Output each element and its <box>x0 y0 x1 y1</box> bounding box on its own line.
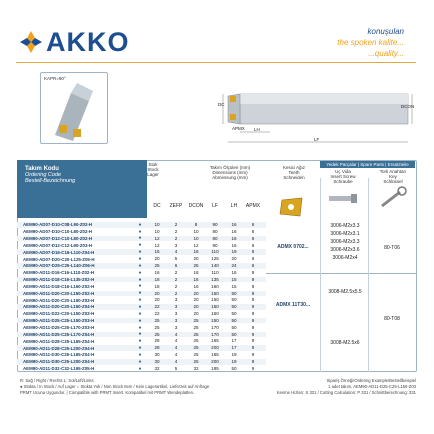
footer-right-2: 1 adet takım, AEM90-AD11-D25-C25-L150-Z03 <box>328 384 416 389</box>
cell-lh: 19 <box>231 352 237 358</box>
footer-left-3: PRMT Ucuna Uygundur. | Compatible with PRMT Insert. Kompatibel mit PRMT Wendeplatten. <box>20 390 195 395</box>
cell-lf: 170 <box>211 324 219 330</box>
ordering-code: AEM90-AD07-D20-C20-L125-Z05-H <box>23 256 95 262</box>
cell-dc: 30 <box>154 359 160 364</box>
end-mill-photo-icon <box>41 73 107 143</box>
screws-group-1 <box>322 222 368 262</box>
footer-right <box>277 378 416 396</box>
cell-lf: 125 <box>211 256 219 262</box>
key-1: 80-T06 <box>384 245 400 251</box>
cell-lh: 50 <box>231 297 237 303</box>
footer-right-3: Kesme Hızları: S 331 / Cutting Calculation: P 331 / Schnittberechnung: 331 <box>276 390 416 395</box>
cell-z: 3 <box>174 297 178 303</box>
cell-ap: 9 <box>251 269 255 275</box>
cell-dcon: 20 <box>193 297 199 303</box>
cell-lh: 19 <box>231 249 237 255</box>
cell-ap: 9 <box>251 311 255 317</box>
ordering-code: AEM90-AD11-D30-C25-L200-Z04-H <box>23 359 95 365</box>
cell-lf: 150 <box>211 304 219 310</box>
ordering-code: AEM90-AD11-D30-C25-L165-Z04-H <box>23 352 95 358</box>
col-divider <box>368 178 369 372</box>
cell-dcon: 16 <box>193 276 199 282</box>
cell-lh: 15 <box>231 283 237 289</box>
cell-z: 2 <box>174 283 178 289</box>
cell-dcon: 20 <box>193 256 199 262</box>
cell-lh: 20 <box>231 256 237 262</box>
ordering-code: AEM90-AD07-D12-C12-L90-Z03-H <box>23 242 93 248</box>
in-stock-icon: ● <box>138 345 142 352</box>
cell-z: 3 <box>174 317 178 323</box>
column-header-zefp: ZEFP <box>169 203 183 209</box>
cell-lf: 150 <box>211 311 219 317</box>
cell-ap: 6 <box>251 263 255 269</box>
cell-ap: 6 <box>251 235 255 241</box>
ordering-code: AEM90-AD11-D20-C20-L150-Z04-H <box>23 304 95 310</box>
title-de: Bestell-Bezeichnung <box>25 178 76 184</box>
table-title <box>17 160 147 218</box>
cell-dc: 32 <box>154 365 160 371</box>
cell-lf: 200 <box>211 345 219 351</box>
cell-lf: 110 <box>211 269 219 275</box>
stock-header: Stok Stock Lager <box>147 162 159 177</box>
screw-code: 3006-M2x3.1 <box>330 231 360 237</box>
cell-dcon: 20 <box>193 290 199 296</box>
ordering-code: AEM90-AD11-D28-C25-L200-Z04-H <box>23 345 95 351</box>
cell-z: 2 <box>174 269 178 275</box>
cell-lf: 80 <box>212 228 218 234</box>
cell-ap: 9 <box>251 331 255 337</box>
cell-dcon: 32 <box>193 365 199 371</box>
ordering-code: AEM90-AD07-D12-C10-L80-Z02-H <box>23 235 93 241</box>
column-header-dc: DC <box>153 203 161 209</box>
cell-lf: 170 <box>211 331 219 337</box>
ordering-code: AEM90-AD11-D25-C25-L170-Z04-H <box>23 331 95 337</box>
cell-lh: 50 <box>231 324 237 330</box>
cell-z: 3 <box>174 324 178 330</box>
cell-dcon: 25 <box>193 317 199 323</box>
footer-right-1: Sipariş Örneği/Ordering Example/Bestellbeispiel <box>326 378 416 383</box>
cell-ap: 6 <box>251 249 255 255</box>
title-en: Ordering Code <box>25 172 62 178</box>
cell-ap: 9 <box>251 317 255 323</box>
cell-z: 4 <box>174 249 178 255</box>
ordering-code: AEM90-AD11-D25-C25-L170-Z03-H <box>23 325 95 331</box>
cell-lf: 195 <box>211 365 219 371</box>
column-header-apmx: APMX <box>245 203 261 209</box>
cell-lf: 160 <box>211 283 219 289</box>
cell-lf: 150 <box>211 317 219 323</box>
cell-z: 4 <box>174 345 178 351</box>
cell-dc: 18 <box>154 276 160 282</box>
cell-z: 3 <box>174 304 178 310</box>
in-stock-icon: ● <box>138 324 142 331</box>
in-stock-icon: ● <box>138 269 142 276</box>
cell-dcon: 8 <box>194 222 198 227</box>
teeth-header: Kesici Ağız Teeth Schneiden <box>282 165 305 180</box>
cell-dc: 16 <box>154 249 160 255</box>
cell-ap: 6 <box>251 222 255 227</box>
ordering-code: AEM90-AD11-D28-C25-L165-Z04-H <box>23 338 95 344</box>
slogan-line-3: ...quality... <box>368 49 404 58</box>
cell-dc: 25 <box>154 317 160 323</box>
group-divider <box>266 273 416 274</box>
cell-dcon: 16 <box>193 269 199 275</box>
in-stock-icon: ● <box>138 235 142 242</box>
insert-1: ADMX 0702... <box>277 244 309 250</box>
dims-header: Takım Ölçüleri (mm) Dimensions (mm) Abmessung (mm) <box>209 165 251 180</box>
footer-left-1: R: Sağ / Right / Rechts L: Sol/Left/Links <box>20 378 94 383</box>
ordering-code: AEM90-AD07-D16-C16-L110-Z04-H <box>23 249 95 255</box>
cell-z: 2 <box>174 228 178 234</box>
cell-ap: 6 <box>251 242 255 248</box>
cell-dcon: 10 <box>193 235 199 241</box>
in-stock-icon: ● <box>138 351 142 358</box>
cell-z: 3 <box>174 242 178 248</box>
cell-lf: 150 <box>211 290 219 296</box>
cell-z: 4 <box>174 359 178 364</box>
cell-dc: 20 <box>154 256 160 262</box>
slogan-line-1: konuşulan <box>367 27 404 36</box>
cell-ap: 6 <box>251 256 255 262</box>
cell-ap: 9 <box>251 290 255 296</box>
slogan-line-2: the spoken kalite... <box>337 38 404 47</box>
cell-ap: 9 <box>251 359 255 364</box>
cell-dcon: 25 <box>193 352 199 358</box>
key-header: Tork Anahtarı Key Schlüssel <box>379 169 407 184</box>
cell-lh: 24 <box>231 263 237 269</box>
cell-dcon: 25 <box>193 263 199 269</box>
cell-lf: 200 <box>211 359 219 364</box>
cell-lf: 140 <box>211 263 219 269</box>
column-header-dcon: DCON <box>188 203 204 209</box>
kapr-label: KAPR=90° <box>44 76 66 81</box>
in-stock-icon: ● <box>138 242 142 249</box>
title-tr: Takım Kodu <box>25 166 59 172</box>
cell-dc: 28 <box>154 345 160 351</box>
screw-code: 3006-M2x3.3 <box>330 239 360 245</box>
screw-code: 3006-M2x4 <box>332 255 358 261</box>
cell-dc: 22 <box>154 311 160 317</box>
cell-lf: 90 <box>212 222 218 227</box>
in-stock-icon: ● <box>138 365 142 372</box>
cell-ap: 9 <box>251 352 255 358</box>
in-stock-icon: ● <box>138 228 142 235</box>
slogan <box>337 26 404 59</box>
cell-ap: 9 <box>251 304 255 310</box>
screw-2a: 3008-M2.5x5.5 <box>328 289 362 295</box>
cell-lh: 50 <box>231 290 237 296</box>
col-divider <box>320 178 321 372</box>
cell-z: 6 <box>174 263 178 269</box>
cell-lh: 16 <box>231 269 237 275</box>
ordering-code: AEM90-AD11-D32-C32-L195-Z05-H <box>23 366 95 372</box>
cell-z: 4 <box>174 331 178 337</box>
screw-2b: 3008-M2.5x6 <box>330 340 360 346</box>
cell-dc: 18 <box>154 283 160 289</box>
cell-lf: 135 <box>211 276 219 282</box>
cell-dc: 10 <box>154 222 160 227</box>
cell-dcon: 16 <box>193 249 199 255</box>
cell-dcon: 25 <box>193 324 199 330</box>
insert-image <box>278 196 306 218</box>
cell-z: 5 <box>174 365 178 371</box>
ordering-code: AEM90-AD11-D16-C16-L110-Z02-H <box>23 270 95 276</box>
cell-dc: 22 <box>154 304 160 310</box>
cell-lh: 16 <box>231 235 237 241</box>
cell-dcon: 25 <box>193 331 199 337</box>
cell-lf: 165 <box>211 352 219 358</box>
cell-lf: 80 <box>212 235 218 241</box>
key-2: 80-T08 <box>384 316 400 322</box>
tool-diagram <box>218 80 414 150</box>
in-stock-icon: ● <box>138 283 142 290</box>
screw-image <box>325 190 361 208</box>
cell-lf: 165 <box>211 338 219 344</box>
cell-ap: 9 <box>251 365 255 371</box>
cell-z: 3 <box>174 311 178 317</box>
screw-code: 3006-M2x3.3 <box>330 223 360 229</box>
in-stock-icon: ● <box>138 256 142 263</box>
ordering-code: AEM90-AD07-D25-C25-L140-Z06-H <box>23 263 95 269</box>
in-stock-icon: ● <box>138 331 142 338</box>
ordering-code: AEM90-AD11-D25-C25-L150-Z03-H <box>23 318 95 324</box>
lh-label: LH <box>254 127 260 132</box>
cell-dc: 16 <box>154 269 160 275</box>
cell-lf: 150 <box>211 297 219 303</box>
cell-lh: 50 <box>231 331 237 337</box>
ordering-code: AEM90-AD11-D20-C20-L150-Z02-H <box>23 290 95 296</box>
in-stock-icon: ● <box>138 303 142 310</box>
cell-z: 2 <box>174 235 178 241</box>
brand-name: AKKO <box>46 26 130 57</box>
cell-lh: 17 <box>231 338 237 344</box>
cell-lh: 15 <box>231 276 237 282</box>
cell-lh: 17 <box>231 345 237 351</box>
header-divider <box>16 62 416 63</box>
cell-lf: 110 <box>211 249 219 255</box>
spare-parts-header: Yedek Parçalar | Spare Parts | Ersatzteile <box>320 161 415 168</box>
in-stock-icon: ● <box>138 221 142 228</box>
lf-label: LF <box>314 137 320 142</box>
screw-code: 3006-M2x3.6 <box>330 247 360 253</box>
cell-lh: 50 <box>231 317 237 323</box>
ordering-code: AEM90-AD11-D18-C16-L160-Z02-H <box>23 283 95 289</box>
screw-header: Uç Vida Insert Screw Schraube <box>330 169 356 184</box>
cell-ap: 9 <box>251 283 255 289</box>
ordering-code: AEM90-AD07-D10-C08-L90-Z02-H <box>23 222 93 228</box>
cell-ap: 9 <box>251 345 255 351</box>
cell-lf: 90 <box>212 242 218 248</box>
apmx-label: APMX <box>232 126 245 131</box>
product-image <box>40 72 108 144</box>
torx-key-image <box>378 186 408 210</box>
cell-dc: 25 <box>154 331 160 337</box>
in-stock-icon: ● <box>138 262 142 269</box>
cell-dcon: 10 <box>193 228 199 234</box>
column-header-lh: LH <box>230 203 238 209</box>
cell-ap: 9 <box>251 338 255 344</box>
cell-dcon: 25 <box>193 338 199 344</box>
cell-lh: 50 <box>231 304 237 310</box>
cell-dc: 28 <box>154 338 160 344</box>
cell-lh: 16 <box>231 242 237 248</box>
dc-label: DC <box>218 102 225 107</box>
cell-dc: 30 <box>154 352 160 358</box>
footer-left <box>20 378 209 396</box>
cell-dc: 25 <box>154 263 160 269</box>
in-stock-icon: ● <box>138 249 142 256</box>
dcon-label: DCON <box>401 104 415 109</box>
cell-dcon: 20 <box>193 311 199 317</box>
cell-ap: 6 <box>251 228 255 234</box>
in-stock-icon: ● <box>138 297 142 304</box>
footer-left-2: ● Stokta / In Stock / Auf Lager ○ Stokta Yok / Non Stock Item / Kein Lagerartikel, Lieferzeit auf Anfrage <box>20 384 210 389</box>
ordering-code: AEM90-AD11-D18-C16-L135-Z02-H <box>23 277 95 283</box>
cell-lh: 50 <box>231 365 237 371</box>
cell-lh: 16 <box>231 228 237 234</box>
cell-lh: 16 <box>231 222 237 227</box>
cell-ap: 9 <box>251 324 255 330</box>
cell-z: 5 <box>174 256 178 262</box>
cell-z: 2 <box>174 222 178 227</box>
insert-2: ADMX 11T30... <box>275 302 311 308</box>
ordering-code: AEM90-AD07-D10-C10-L80-Z02-H <box>23 229 93 235</box>
cell-dc: 12 <box>154 235 160 241</box>
cell-dcon: 20 <box>193 304 199 310</box>
cell-dc: 20 <box>154 290 160 296</box>
in-stock-icon: ● <box>138 276 142 283</box>
in-stock-icon: ● <box>138 310 142 317</box>
cell-dcon: 12 <box>193 242 199 248</box>
cell-dcon: 25 <box>193 359 199 364</box>
cell-lh: 50 <box>231 311 237 317</box>
column-header-lf: LF <box>212 203 218 209</box>
cell-dcon: 16 <box>193 283 199 289</box>
in-stock-icon: ● <box>138 338 142 345</box>
cell-z: 4 <box>174 338 178 344</box>
akko-logo <box>20 28 130 56</box>
in-stock-icon: ● <box>138 358 142 365</box>
cell-dcon: 25 <box>193 345 199 351</box>
cell-ap: 9 <box>251 297 255 303</box>
ordering-code: AEM90-AD11-D22-C20-L150-Z03-H <box>23 311 95 317</box>
cell-ap: 9 <box>251 276 255 282</box>
cell-z: 2 <box>174 276 178 282</box>
cell-dc: 10 <box>154 228 160 234</box>
in-stock-icon: ● <box>138 290 142 297</box>
ordering-code: AEM90-AD11-D20-C20-L150-Z03-H <box>23 297 95 303</box>
akko-logo-icon <box>20 31 42 53</box>
cell-dc: 25 <box>154 324 160 330</box>
cell-z: 2 <box>174 290 178 296</box>
cell-dc: 20 <box>154 297 160 303</box>
cell-dc: 12 <box>154 242 160 248</box>
cell-lh: 19 <box>231 359 237 364</box>
cell-z: 4 <box>174 352 178 358</box>
in-stock-icon: ● <box>138 317 142 324</box>
